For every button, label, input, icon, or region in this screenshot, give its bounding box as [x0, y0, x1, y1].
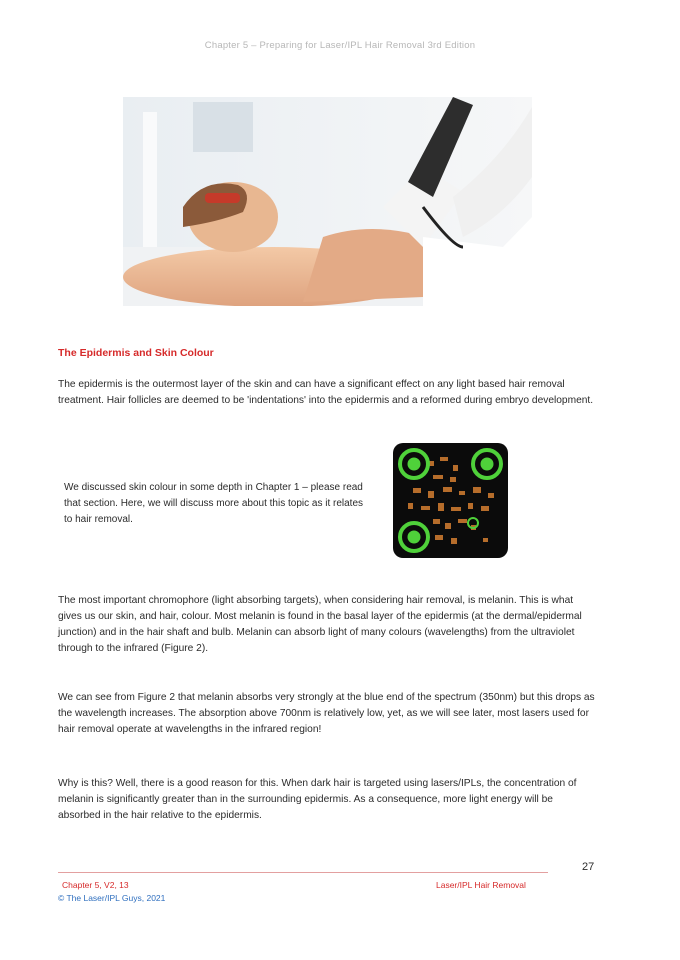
- paragraph: The epidermis is the outermost layer of the skin and can have a significant effect on any light based hair removal treatment. Hair follicles are deemed to be 'indentations' into the epidermis and a reformed during embryo development.: [58, 379, 594, 406]
- section-heading: The Epidermis and Skin Colour: [58, 347, 214, 359]
- footer-copyright: © The Laser/IPL Guys, 2021: [58, 893, 166, 903]
- footer-chapter-ref: Chapter 5, V2, 13: [62, 880, 129, 890]
- footer-divider: [58, 872, 548, 873]
- page-number: 27: [582, 861, 595, 873]
- laser-hair-removal-photo: [123, 97, 532, 306]
- callout-note: We discussed skin colour in some depth in Chapter 1 – please read that section. Here, we will discuss more about this topic as it relates to hair removal.: [64, 482, 364, 525]
- paragraph: We can see from Figure 2 that melanin absorbs very strongly at the blue end of the spectrum (350nm) but this drops as the wavelength increases. The absorption above 700nm is relatively low, yet, as we will see later, most lasers used for hair removal operate at wavelengths in the infrared region!: [58, 692, 595, 735]
- qr-code-icon: [393, 443, 508, 558]
- footer-book-title: Laser/IPL Hair Removal: [436, 880, 526, 890]
- paragraph: The most important chromophore (light absorbing targets), when considering hair removal, is melanin. This is what gives us our skin, and hair, colour. Most melanin is found in the basal layer of the epidermis (at the dermal/epidermal junction) and in the hair shaft and bulb. Melanin can absorb light of many colours (wavelengths) from the ultraviolet through to the infrared (Figure 2).: [58, 595, 582, 654]
- paragraph: Why is this? Well, there is a good reason for this. When dark hair is targeted using lasers/IPLs, the concentration of melanin is significantly greater than in the surrounding epidermis. As a consequence, more light energy will be absorbed in the hair relative to the epidermis.: [58, 778, 577, 821]
- running-header: Chapter 5 – Preparing for Laser/IPL Hair Removal 3rd Edition: [204, 40, 476, 51]
